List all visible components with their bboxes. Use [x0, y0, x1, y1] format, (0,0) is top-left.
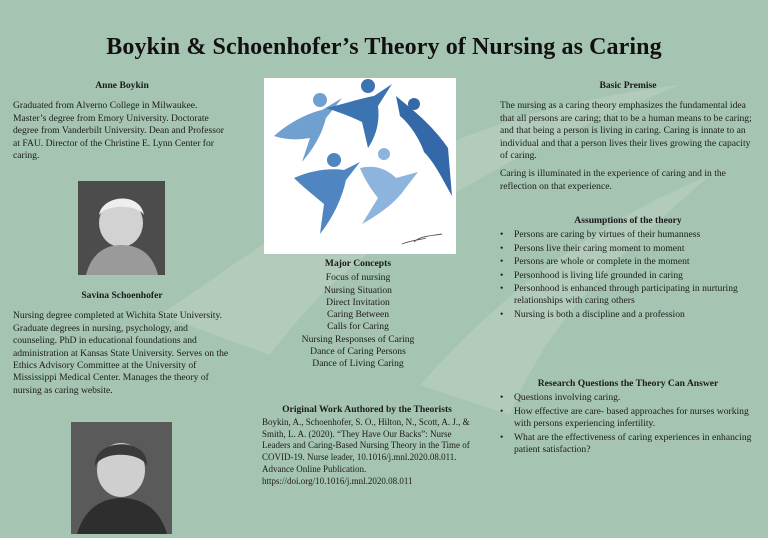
- concept-item: Caring Between: [326, 309, 390, 321]
- assumption-item: • Persons are caring by virtues of their humanness: [500, 229, 756, 241]
- boykin-bio: Graduated from Alverno College in Milwaukee. Master’s degree from Emory University. Doctorate degree from Vanderbilt University. Dean and Professor at FAU. Director of the Christine E. Lynn Center for caring.: [13, 100, 225, 162]
- schoenhofer-heading: Savina Schoenhofer: [81, 290, 163, 301]
- concept-item: Focus of nursing: [325, 272, 391, 284]
- research-questions-list: [500, 392, 756, 456]
- boykin-section: [13, 80, 231, 168]
- concept-item: Nursing Responses of Caring: [301, 333, 415, 345]
- major-concepts-heading: Major Concepts: [324, 258, 392, 269]
- assumption-item: • Persons live their caring moment to moment: [500, 243, 756, 255]
- original-work: [262, 404, 472, 488]
- concept-item: Dance of Living Caring: [312, 358, 404, 370]
- schoenhofer-section: [13, 290, 231, 403]
- basic-premise: [500, 80, 756, 199]
- premise-paragraph-2: Caring is illuminated in the experience of caring and in the reflection on that experience.: [500, 168, 726, 192]
- basic-premise-heading: Basic Premise: [599, 80, 657, 91]
- concept-item: Direct Invitation: [326, 296, 390, 308]
- citation-doi-link[interactable]: https://doi.org/10.1016/j.mnl.2020.08.011: [262, 475, 413, 486]
- premise-paragraph-1: The nursing as a caring theory emphasizes the fundamental idea that all persons are caring; that to be a human means to be caring; and that being a person is living in caring. Caring is innate to an individual and that a person lives their lives growing the capacity of caring.: [500, 100, 752, 162]
- concept-item: Calls for Caring: [327, 321, 389, 333]
- research-question-item: • Questions involving caring.: [500, 392, 756, 404]
- assumptions: [500, 215, 756, 322]
- schoenhofer-bio: Nursing degree completed at Wichita State University. Graduate degrees in nursing, psychology, and counseling. PhD in educational foundations and administration at Kansas State University. Serves on the Ethics Advisory Committee at the University of Mississippi Medical Center. Manages the theory of nursing as caring website.: [13, 310, 229, 396]
- dancing-figures-art: [264, 78, 456, 254]
- boykin-heading: Anne Boykin: [95, 80, 149, 91]
- assumption-item: • Personhood is living life grounded in caring: [500, 270, 756, 282]
- concept-item: Dance of Caring Persons: [310, 346, 406, 358]
- assumptions-heading: Assumptions of the theory: [574, 215, 682, 226]
- citation-text: Boykin, A., Schoenhofer, S. O., Hilton, N., Scott, A. J., & Smith, L. A. (2020). “They Have Our Backs”: Nurse Leaders and Caring-Based Nursing Theory in the Time of COVID-19. Nurse leader, 10.1016/j.mnl.2020.08.011. Advance Online Publication.: [262, 416, 470, 474]
- assumptions-list: [500, 229, 756, 321]
- schoenhofer-photo: [71, 422, 172, 534]
- concept-item: Nursing Situation: [324, 284, 392, 296]
- research-question-item: • What are the effectiveness of caring experiences in enhancing patient satisfaction?: [500, 432, 756, 457]
- research-questions-heading: Research Questions the Theory Can Answer: [537, 378, 719, 389]
- page-title: Boykin & Schoenhofer’s Theory of Nursing as Caring: [106, 34, 662, 60]
- assumption-item: • Personhood is enhanced through participating in nurturing relationships with caring others: [500, 283, 756, 308]
- research-questions: [500, 378, 756, 457]
- research-question-item: • How effective are care- based approaches for nurses working with persons experiencing infertility.: [500, 406, 756, 431]
- assumption-item: • Persons are whole or complete in the moment: [500, 256, 756, 268]
- original-work-heading: Original Work Authored by the Theorists: [282, 404, 452, 415]
- major-concepts: [270, 258, 446, 371]
- boykin-photo: [78, 181, 165, 275]
- assumption-item: • Nursing is both a discipline and a profession: [500, 309, 756, 321]
